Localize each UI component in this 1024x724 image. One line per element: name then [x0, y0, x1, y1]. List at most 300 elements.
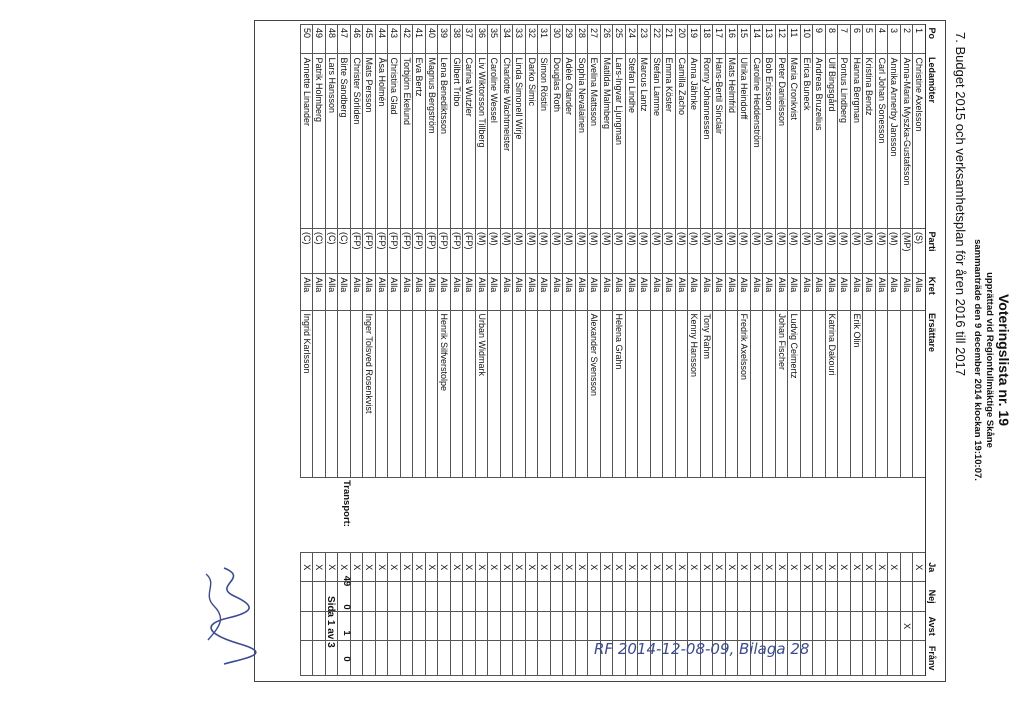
row-spacer — [838, 478, 851, 553]
row-po: 32 — [526, 25, 539, 54]
row-avst — [651, 611, 664, 640]
row-name: Liv Wiktorsson Tillberg — [476, 54, 489, 229]
row-ja: X — [513, 552, 526, 581]
row-name: Christine Axelsson — [913, 54, 926, 229]
row-ja — [901, 552, 914, 581]
row-avst — [488, 611, 501, 640]
col-header-avst: Avst — [926, 611, 939, 640]
row-name: Camilla Zacho — [676, 54, 689, 229]
row-po: 5 — [863, 25, 876, 54]
row-ersattare — [501, 310, 514, 478]
row-nej — [426, 582, 439, 611]
row-po: 29 — [563, 25, 576, 54]
transport-avst: 1 — [341, 630, 352, 636]
row-name: Patrik Holmberg — [313, 54, 326, 229]
row-po: 31 — [538, 25, 551, 54]
table-row — [451, 25, 464, 676]
row-name: Eva Bertz — [413, 54, 426, 229]
row-kret: Alla — [476, 274, 489, 310]
row-ja: X — [838, 552, 851, 581]
row-franv — [551, 641, 564, 676]
row-name: Pontus Lindberg — [838, 54, 851, 229]
row-ersattare: Ludvig Ceimertz — [788, 310, 801, 478]
row-parti: (M) — [488, 228, 501, 273]
document-title: Voteringslista nr. 19 — [996, 293, 1012, 426]
row-franv — [513, 641, 526, 676]
row-kret: Alla — [913, 274, 926, 310]
row-po: 39 — [438, 25, 451, 54]
row-avst — [676, 611, 689, 640]
row-po: 19 — [688, 25, 701, 54]
row-kret: Alla — [826, 274, 839, 310]
row-po: 17 — [713, 25, 726, 54]
row-ersattare: Tony Rahm — [701, 310, 714, 478]
row-franv — [301, 641, 314, 676]
row-po: 4 — [876, 25, 889, 54]
table-row — [626, 25, 639, 676]
row-ja: X — [338, 552, 351, 581]
transport-franv: 0 — [341, 656, 352, 662]
table-row — [876, 25, 889, 676]
row-po: 2 — [901, 25, 914, 54]
row-ersattare — [551, 310, 564, 478]
row-kret: Alla — [426, 274, 439, 310]
row-po: 28 — [576, 25, 589, 54]
table-row — [576, 25, 589, 676]
row-po: 10 — [801, 25, 814, 54]
row-name: Lena Benediktsson — [438, 54, 451, 229]
row-name: Lars Hansson — [326, 54, 339, 229]
row-nej — [863, 582, 876, 611]
row-kret: Alla — [451, 274, 464, 310]
row-name: Åsa Holmén — [376, 54, 389, 229]
table-row — [813, 25, 826, 676]
row-avst — [613, 611, 626, 640]
row-nej — [876, 582, 889, 611]
row-avst — [401, 611, 414, 640]
row-spacer — [776, 478, 789, 553]
row-kret: Alla — [563, 274, 576, 310]
row-po: 49 — [313, 25, 326, 54]
col-header-franv: Frånv — [926, 641, 939, 676]
row-parti: (M) — [626, 228, 639, 273]
table-row — [751, 25, 764, 676]
row-spacer — [851, 478, 864, 553]
row-po: 22 — [651, 25, 664, 54]
row-franv — [363, 641, 376, 676]
row-ersattare — [326, 310, 339, 478]
row-name: Torbjörn Ekelund — [401, 54, 414, 229]
table-row — [663, 25, 676, 676]
table-row — [638, 25, 651, 676]
row-po: 18 — [701, 25, 714, 54]
row-ersattare — [526, 310, 539, 478]
row-kret: Alla — [776, 274, 789, 310]
row-parti: (M) — [851, 228, 864, 273]
row-franv — [388, 641, 401, 676]
row-ja: X — [776, 552, 789, 581]
row-spacer — [526, 478, 539, 553]
row-name: Evelina Mattsson — [588, 54, 601, 229]
row-kret: Alla — [676, 274, 689, 310]
row-avst — [626, 611, 639, 640]
col-header-po: Po — [926, 25, 939, 54]
row-spacer — [901, 478, 914, 553]
row-avst — [801, 611, 814, 640]
row-spacer — [638, 478, 651, 553]
row-avst — [588, 611, 601, 640]
row-kret: Alla — [601, 274, 614, 310]
row-franv — [563, 641, 576, 676]
row-ersattare: Ingrid Karlsson — [301, 310, 314, 478]
row-parti: (FP) — [426, 228, 439, 273]
row-parti: (M) — [501, 228, 514, 273]
row-parti: (C) — [338, 228, 351, 273]
row-nej — [401, 582, 414, 611]
row-nej — [388, 582, 401, 611]
row-ja: X — [876, 552, 889, 581]
row-spacer — [713, 478, 726, 553]
row-parti: (M) — [788, 228, 801, 273]
row-ersattare — [451, 310, 464, 478]
row-avst — [813, 611, 826, 640]
row-name: Ulrika Heindorff — [738, 54, 751, 229]
row-nej — [651, 582, 664, 611]
row-name: Erica Buneck — [801, 54, 814, 229]
table-row — [463, 25, 476, 676]
row-nej — [701, 582, 714, 611]
row-kret: Alla — [638, 274, 651, 310]
row-franv — [538, 641, 551, 676]
table-row — [526, 25, 539, 676]
row-po: 23 — [638, 25, 651, 54]
table-row — [501, 25, 514, 676]
row-nej — [413, 582, 426, 611]
vote-table-body — [301, 25, 926, 676]
row-avst — [763, 611, 776, 640]
row-parti: (FP) — [463, 228, 476, 273]
row-nej — [676, 582, 689, 611]
row-avst — [563, 611, 576, 640]
row-name: Hanna Bergman — [851, 54, 864, 229]
row-avst — [701, 611, 714, 640]
row-nej — [888, 582, 901, 611]
table-row — [613, 25, 626, 676]
row-avst — [426, 611, 439, 640]
table-row — [738, 25, 751, 676]
row-parti: (FP) — [438, 228, 451, 273]
row-po: 26 — [601, 25, 614, 54]
row-kret: Alla — [763, 274, 776, 310]
table-row — [376, 25, 389, 676]
row-kret: Alla — [751, 274, 764, 310]
row-parti: (FP) — [413, 228, 426, 273]
row-parti: (M) — [701, 228, 714, 273]
row-po: 16 — [726, 25, 739, 54]
table-row — [551, 25, 564, 676]
row-nej — [576, 582, 589, 611]
row-kret: Alla — [663, 274, 676, 310]
row-avst — [776, 611, 789, 640]
row-po: 41 — [413, 25, 426, 54]
row-parti: (M) — [613, 228, 626, 273]
row-avst — [301, 611, 314, 640]
row-avst — [413, 611, 426, 640]
row-parti: (FP) — [401, 228, 414, 273]
row-avst — [863, 611, 876, 640]
row-spacer — [313, 478, 326, 553]
table-row — [726, 25, 739, 676]
row-spacer — [301, 478, 314, 553]
row-ja: X — [351, 552, 364, 581]
row-parti: (MP) — [901, 228, 914, 273]
row-franv — [876, 641, 889, 676]
row-avst — [538, 611, 551, 640]
row-ja: X — [488, 552, 501, 581]
row-po: 38 — [451, 25, 464, 54]
row-nej — [901, 582, 914, 611]
row-name: Darko Simic — [526, 54, 539, 229]
row-kret: Alla — [876, 274, 889, 310]
row-ja: X — [751, 552, 764, 581]
row-ja: X — [801, 552, 814, 581]
row-franv — [476, 641, 489, 676]
table-row — [763, 25, 776, 676]
row-avst — [313, 611, 326, 640]
row-spacer — [363, 478, 376, 553]
row-ja: X — [363, 552, 376, 581]
row-avst — [738, 611, 751, 640]
table-row — [888, 25, 901, 676]
row-parti: (M) — [738, 228, 751, 273]
table-row — [313, 25, 326, 676]
row-parti: (M) — [551, 228, 564, 273]
row-nej — [713, 582, 726, 611]
row-franv — [313, 641, 326, 676]
row-ersattare — [426, 310, 439, 478]
row-name: Caroline Wessel — [488, 54, 501, 229]
row-spacer — [788, 478, 801, 553]
row-parti: (M) — [601, 228, 614, 273]
row-nej — [813, 582, 826, 611]
row-spacer — [801, 478, 814, 553]
row-nej — [588, 582, 601, 611]
table-row — [388, 25, 401, 676]
meeting-datetime: sammanträde den 9 december 2014 klockan 19:10:07. — [972, 239, 983, 481]
row-ersattare: Alexander Svensson — [588, 310, 601, 478]
row-avst — [688, 611, 701, 640]
row-parti: (M) — [813, 228, 826, 273]
agenda-item: 7. Budget 2015 och verksamhetsplan för åren 2016 till 2017 — [953, 32, 968, 377]
row-avst — [451, 611, 464, 640]
row-kret: Alla — [526, 274, 539, 310]
row-name: Kristina Bendz — [863, 54, 876, 229]
row-ja: X — [688, 552, 701, 581]
table-row — [863, 25, 876, 676]
row-avst — [838, 611, 851, 640]
row-po: 25 — [613, 25, 626, 54]
row-spacer — [413, 478, 426, 553]
row-spacer — [763, 478, 776, 553]
row-name: Ronny Johannessen — [701, 54, 714, 229]
col-header-spacer — [926, 478, 939, 553]
row-ja: X — [388, 552, 401, 581]
row-spacer — [476, 478, 489, 553]
row-po: 50 — [301, 25, 314, 54]
row-franv — [401, 641, 414, 676]
row-franv — [413, 641, 426, 676]
row-kret: Alla — [351, 274, 364, 310]
row-po: 13 — [763, 25, 776, 54]
row-kret: Alla — [726, 274, 739, 310]
row-spacer — [888, 478, 901, 553]
row-po: 9 — [813, 25, 826, 54]
row-ja: X — [576, 552, 589, 581]
row-nej — [363, 582, 376, 611]
row-parti: (FP) — [363, 228, 376, 273]
row-parti: (M) — [726, 228, 739, 273]
row-nej — [438, 582, 451, 611]
row-name: Peter Danielsson — [776, 54, 789, 229]
row-ja: X — [463, 552, 476, 581]
row-franv — [913, 641, 926, 676]
table-row — [438, 25, 451, 676]
row-ersattare: Fredrik Axelsson — [738, 310, 751, 478]
row-name: Christina Glad — [388, 54, 401, 229]
row-franv — [826, 641, 839, 676]
table-row — [651, 25, 664, 676]
row-parti: (FP) — [376, 228, 389, 273]
row-ja: X — [788, 552, 801, 581]
row-name: Bob Ericsson — [763, 54, 776, 229]
row-po: 11 — [788, 25, 801, 54]
row-spacer — [913, 478, 926, 553]
row-ja: X — [526, 552, 539, 581]
row-kret: Alla — [401, 274, 414, 310]
row-ersattare — [488, 310, 501, 478]
row-parti: (M) — [513, 228, 526, 273]
row-parti: (M) — [688, 228, 701, 273]
row-kret: Alla — [463, 274, 476, 310]
col-header-ledamoter: Ledamöter — [926, 54, 939, 229]
row-ersattare: Helena Grahn — [613, 310, 626, 478]
row-avst — [601, 611, 614, 640]
row-spacer — [613, 478, 626, 553]
row-ja: X — [401, 552, 414, 581]
row-ja: X — [326, 552, 339, 581]
row-ersattare — [401, 310, 414, 478]
row-name: Annika Annerby Jansson — [888, 54, 901, 229]
row-parti: (M) — [663, 228, 676, 273]
row-spacer — [438, 478, 451, 553]
row-po: 12 — [776, 25, 789, 54]
row-kret: Alla — [613, 274, 626, 310]
row-parti: (M) — [538, 228, 551, 273]
row-nej — [476, 582, 489, 611]
row-franv — [376, 641, 389, 676]
row-spacer — [501, 478, 514, 553]
row-parti: (S) — [913, 228, 926, 273]
row-franv — [463, 641, 476, 676]
row-ersattare — [601, 310, 614, 478]
row-ersattare — [876, 310, 889, 478]
row-spacer — [813, 478, 826, 553]
row-nej — [376, 582, 389, 611]
row-kret: Alla — [388, 274, 401, 310]
row-name: Simon Röstin — [538, 54, 551, 229]
table-row — [851, 25, 864, 676]
row-name: Stefan Lindhe — [626, 54, 639, 229]
row-name: Sophia Nevalainen — [576, 54, 589, 229]
row-spacer — [663, 478, 676, 553]
row-avst — [551, 611, 564, 640]
row-name: Matilda Malmberg — [601, 54, 614, 229]
table-row — [788, 25, 801, 676]
row-avst — [788, 611, 801, 640]
row-franv — [351, 641, 364, 676]
row-kret: Alla — [626, 274, 639, 310]
row-name: Birte Sandberg — [338, 54, 351, 229]
row-kret: Alla — [838, 274, 851, 310]
table-row — [401, 25, 414, 676]
table-row — [901, 25, 914, 676]
row-nej — [851, 582, 864, 611]
row-franv — [888, 641, 901, 676]
row-spacer — [463, 478, 476, 553]
row-parti: (M) — [863, 228, 876, 273]
row-ersattare — [538, 310, 551, 478]
table-row — [413, 25, 426, 676]
row-ja: X — [676, 552, 689, 581]
row-name: Anna Jähnke — [688, 54, 701, 229]
row-ja: X — [376, 552, 389, 581]
row-ja: X — [651, 552, 664, 581]
transport-nej: 0 — [341, 604, 352, 610]
row-spacer — [326, 478, 339, 553]
row-avst — [663, 611, 676, 640]
row-kret: Alla — [413, 274, 426, 310]
row-parti: (M) — [763, 228, 776, 273]
row-kret: Alla — [688, 274, 701, 310]
row-avst: X — [901, 611, 914, 640]
row-parti: (M) — [751, 228, 764, 273]
col-header-ersattare: Ersättare — [926, 310, 939, 478]
row-nej — [801, 582, 814, 611]
row-ersattare: Katrina Dakouri — [826, 310, 839, 478]
row-ja: X — [551, 552, 564, 581]
row-kret: Alla — [788, 274, 801, 310]
row-name: Adèle Olander — [563, 54, 576, 229]
row-spacer — [576, 478, 589, 553]
row-name: Mats Persson — [363, 54, 376, 229]
row-spacer — [601, 478, 614, 553]
row-ersattare: Erik Olin — [851, 310, 864, 478]
row-ersattare — [713, 310, 726, 478]
row-ja: X — [826, 552, 839, 581]
row-kret: Alla — [313, 274, 326, 310]
row-ersattare — [838, 310, 851, 478]
table-row — [351, 25, 364, 676]
row-po: 44 — [376, 25, 389, 54]
row-ja: X — [638, 552, 651, 581]
row-name: Linda Simonell Wirje — [513, 54, 526, 229]
table-row — [913, 25, 926, 676]
row-nej — [538, 582, 551, 611]
row-ersattare: Johan Fischer — [776, 310, 789, 478]
row-parti: (M) — [563, 228, 576, 273]
row-spacer — [488, 478, 501, 553]
table-row — [801, 25, 814, 676]
